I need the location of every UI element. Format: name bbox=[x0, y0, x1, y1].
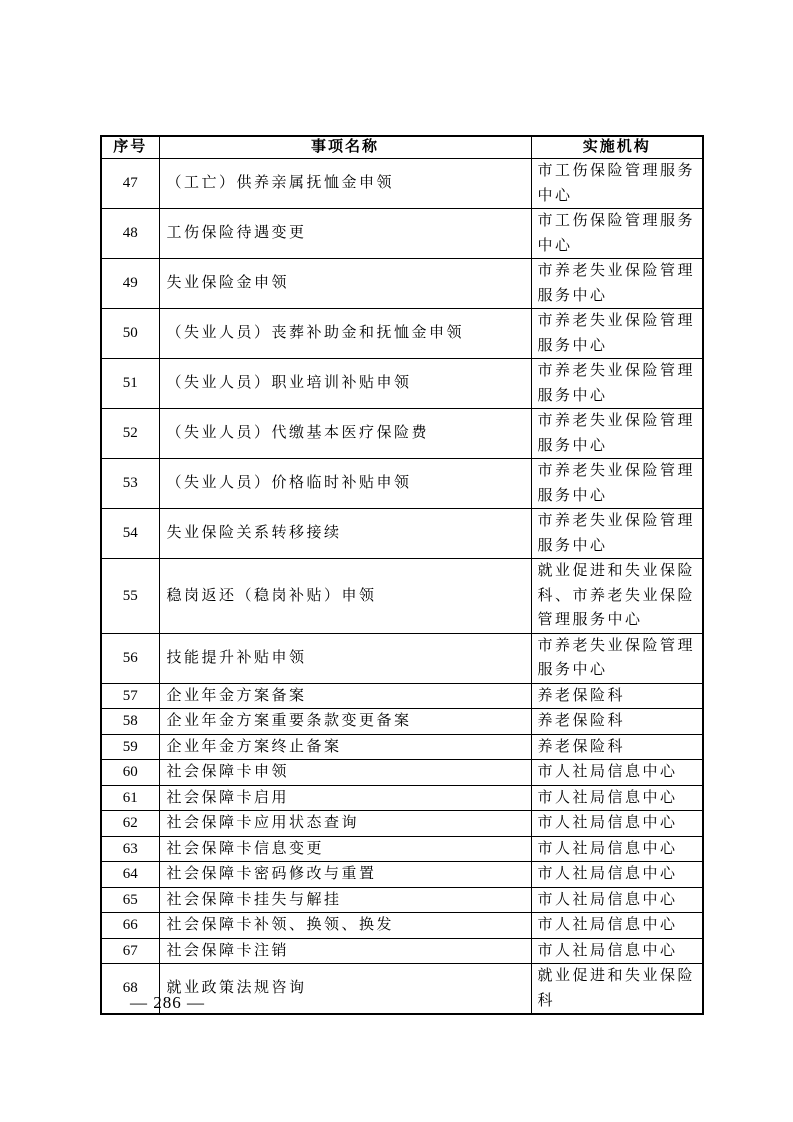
table-row bbox=[101, 209, 703, 259]
agency-cell: 市人社局信息中心 bbox=[531, 760, 703, 786]
table-row bbox=[101, 409, 703, 459]
table-row bbox=[101, 785, 703, 811]
agency-cell: 市养老失业保险管理服务中心 bbox=[531, 633, 703, 683]
item-name-cell: 社会保障卡补领、换领、换发 bbox=[159, 913, 531, 939]
table-row bbox=[101, 259, 703, 309]
table-row bbox=[101, 760, 703, 786]
agency-cell: 市人社局信息中心 bbox=[531, 811, 703, 837]
agency-cell: 市人社局信息中心 bbox=[531, 862, 703, 888]
item-name-cell: （失业人员）代缴基本医疗保险费 bbox=[159, 409, 531, 459]
agency-cell: 市养老失业保险管理服务中心 bbox=[531, 309, 703, 359]
item-name-cell: 就业政策法规咨询 bbox=[159, 964, 531, 1015]
row-number-cell: 62 bbox=[101, 811, 159, 837]
item-name-cell: 社会保障卡启用 bbox=[159, 785, 531, 811]
page-number: — 286 — bbox=[130, 993, 205, 1012]
row-number-cell: 61 bbox=[101, 785, 159, 811]
row-number-cell: 68 bbox=[101, 964, 159, 1015]
service-items-table bbox=[100, 135, 704, 1015]
column-header-item-name: 事项名称 bbox=[159, 136, 531, 159]
agency-cell: 养老保险科 bbox=[531, 683, 703, 709]
row-number-cell: 55 bbox=[101, 559, 159, 634]
agency-cell: 市人社局信息中心 bbox=[531, 938, 703, 964]
row-number-cell: 67 bbox=[101, 938, 159, 964]
row-number-cell: 52 bbox=[101, 409, 159, 459]
item-name-cell: 企业年金方案重要条款变更备案 bbox=[159, 709, 531, 735]
table-body bbox=[101, 159, 703, 1015]
item-name-cell: 社会保障卡密码修改与重置 bbox=[159, 862, 531, 888]
table-row bbox=[101, 887, 703, 913]
agency-cell: 养老保险科 bbox=[531, 709, 703, 735]
agency-cell: 市养老失业保险管理服务中心 bbox=[531, 259, 703, 309]
agency-cell: 养老保险科 bbox=[531, 734, 703, 760]
column-header-number: 序号 bbox=[101, 136, 159, 159]
item-name-cell: 社会保障卡信息变更 bbox=[159, 836, 531, 862]
row-number-cell: 50 bbox=[101, 309, 159, 359]
row-number-cell: 66 bbox=[101, 913, 159, 939]
table-row bbox=[101, 811, 703, 837]
table-row bbox=[101, 559, 703, 634]
agency-cell: 市养老失业保险管理服务中心 bbox=[531, 509, 703, 559]
table-row bbox=[101, 683, 703, 709]
table-header-row bbox=[101, 136, 703, 159]
agency-cell: 市养老失业保险管理服务中心 bbox=[531, 409, 703, 459]
item-name-cell: 技能提升补贴申领 bbox=[159, 633, 531, 683]
item-name-cell: 企业年金方案备案 bbox=[159, 683, 531, 709]
item-name-cell: 社会保障卡挂失与解挂 bbox=[159, 887, 531, 913]
table-row bbox=[101, 913, 703, 939]
table-row bbox=[101, 836, 703, 862]
table-row bbox=[101, 862, 703, 888]
row-number-cell: 63 bbox=[101, 836, 159, 862]
item-name-cell: 失业保险金申领 bbox=[159, 259, 531, 309]
table-row bbox=[101, 734, 703, 760]
row-number-cell: 54 bbox=[101, 509, 159, 559]
agency-cell: 市人社局信息中心 bbox=[531, 785, 703, 811]
agency-cell: 市人社局信息中心 bbox=[531, 913, 703, 939]
agency-cell: 市工伤保险管理服务中心 bbox=[531, 159, 703, 209]
table-row bbox=[101, 633, 703, 683]
item-name-cell: 稳岗返还（稳岗补贴）申领 bbox=[159, 559, 531, 634]
item-name-cell: 工伤保险待遇变更 bbox=[159, 209, 531, 259]
item-name-cell: 社会保障卡注销 bbox=[159, 938, 531, 964]
table-row bbox=[101, 459, 703, 509]
column-header-agency: 实施机构 bbox=[531, 136, 703, 159]
agency-cell: 市工伤保险管理服务中心 bbox=[531, 209, 703, 259]
agency-cell: 市人社局信息中心 bbox=[531, 887, 703, 913]
row-number-cell: 57 bbox=[101, 683, 159, 709]
item-name-cell: （失业人员）价格临时补贴申领 bbox=[159, 459, 531, 509]
item-name-cell: （失业人员）职业培训补贴申领 bbox=[159, 359, 531, 409]
item-name-cell: 企业年金方案终止备案 bbox=[159, 734, 531, 760]
agency-cell: 市养老失业保险管理服务中心 bbox=[531, 459, 703, 509]
table-row bbox=[101, 709, 703, 735]
row-number-cell: 51 bbox=[101, 359, 159, 409]
row-number-cell: 64 bbox=[101, 862, 159, 888]
item-name-cell: 社会保障卡应用状态查询 bbox=[159, 811, 531, 837]
row-number-cell: 48 bbox=[101, 209, 159, 259]
table-row bbox=[101, 938, 703, 964]
table-row bbox=[101, 159, 703, 209]
row-number-cell: 58 bbox=[101, 709, 159, 735]
agency-cell: 就业促进和失业保险科 bbox=[531, 964, 703, 1015]
agency-cell: 就业促进和失业保险科、市养老失业保险管理服务中心 bbox=[531, 559, 703, 634]
row-number-cell: 65 bbox=[101, 887, 159, 913]
agency-cell: 市养老失业保险管理服务中心 bbox=[531, 359, 703, 409]
item-name-cell: （失业人员）丧葬补助金和抚恤金申领 bbox=[159, 309, 531, 359]
item-name-cell: 社会保障卡申领 bbox=[159, 760, 531, 786]
item-name-cell: （工亡）供养亲属抚恤金申领 bbox=[159, 159, 531, 209]
item-name-cell: 失业保险关系转移接续 bbox=[159, 509, 531, 559]
table-row bbox=[101, 509, 703, 559]
row-number-cell: 49 bbox=[101, 259, 159, 309]
row-number-cell: 59 bbox=[101, 734, 159, 760]
agency-cell: 市人社局信息中心 bbox=[531, 836, 703, 862]
table-row bbox=[101, 309, 703, 359]
row-number-cell: 60 bbox=[101, 760, 159, 786]
row-number-cell: 56 bbox=[101, 633, 159, 683]
table-row bbox=[101, 359, 703, 409]
row-number-cell: 53 bbox=[101, 459, 159, 509]
row-number-cell: 47 bbox=[101, 159, 159, 209]
